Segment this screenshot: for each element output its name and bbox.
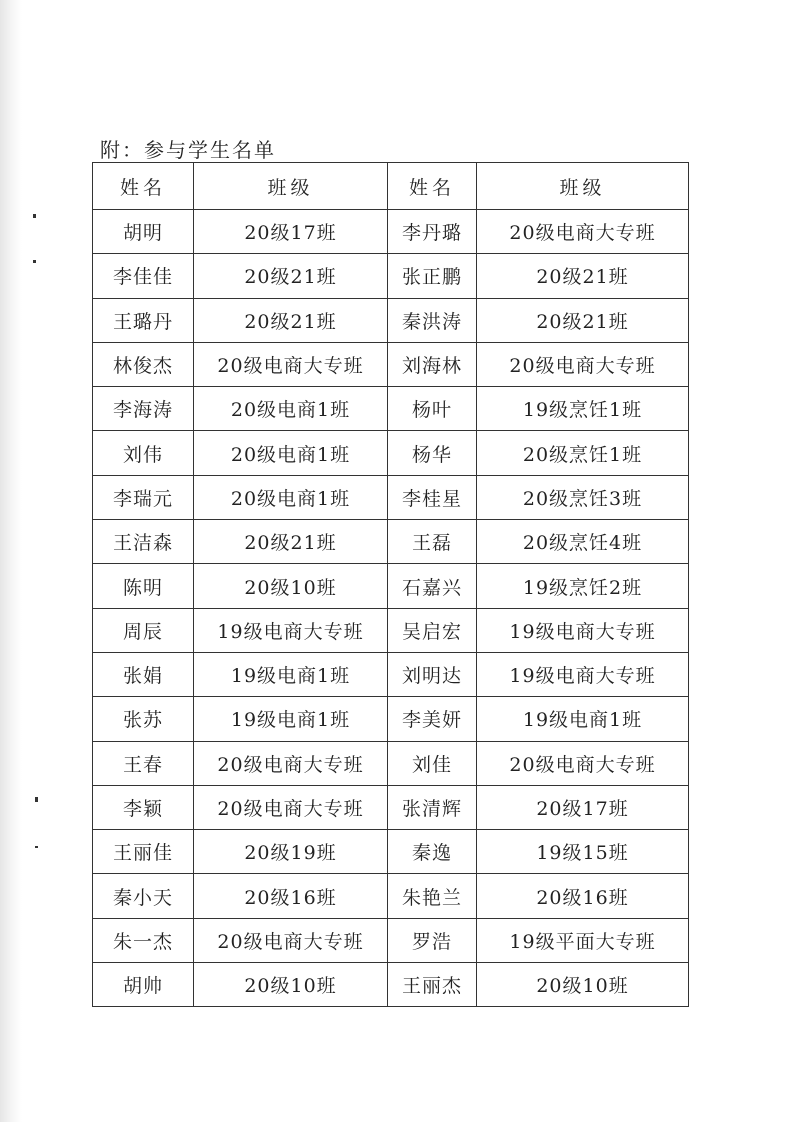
class-cell: 19级平面大专班	[477, 918, 689, 962]
table-body	[93, 210, 689, 1007]
student-name-cell: 李丹璐	[388, 210, 477, 254]
student-name-cell: 石嘉兴	[388, 564, 477, 608]
class-cell: 20级10班	[477, 963, 689, 1007]
table-row	[93, 475, 689, 519]
student-name-cell: 李桂星	[388, 475, 477, 519]
class-cell: 20级10班	[194, 564, 388, 608]
class-cell: 20级电商大专班	[194, 741, 388, 785]
student-name-cell: 朱一杰	[93, 918, 194, 962]
class-cell: 19级烹饪1班	[477, 387, 689, 431]
class-cell: 19级电商大专班	[477, 652, 689, 696]
class-cell: 19级15班	[477, 830, 689, 874]
student-name-cell: 李颖	[93, 785, 194, 829]
column-header-name: 姓名	[93, 163, 194, 210]
class-cell: 20级21班	[194, 298, 388, 342]
class-cell: 20级21班	[477, 298, 689, 342]
student-name-cell: 刘佳	[388, 741, 477, 785]
student-name-cell: 秦逸	[388, 830, 477, 874]
scan-speck	[33, 214, 36, 218]
table-row	[93, 210, 689, 254]
class-cell: 20级16班	[194, 874, 388, 918]
class-cell: 20级电商大专班	[477, 342, 689, 386]
student-name-cell: 杨华	[388, 431, 477, 475]
student-name-cell: 刘伟	[93, 431, 194, 475]
class-cell: 20级21班	[194, 520, 388, 564]
student-name-cell: 秦洪涛	[388, 298, 477, 342]
table-row	[93, 431, 689, 475]
student-name-cell: 吴启宏	[388, 608, 477, 652]
class-cell: 20级17班	[477, 785, 689, 829]
class-cell: 20级电商大专班	[477, 741, 689, 785]
scan-speck	[35, 797, 38, 802]
class-cell: 20级烹饪1班	[477, 431, 689, 475]
student-name-cell: 杨叶	[388, 387, 477, 431]
scan-shadow	[0, 0, 22, 1122]
table-row	[93, 785, 689, 829]
student-name-cell: 张娟	[93, 652, 194, 696]
column-header-name: 姓名	[388, 163, 477, 210]
scan-speck	[35, 846, 38, 848]
table-row	[93, 298, 689, 342]
class-cell: 20级电商1班	[194, 431, 388, 475]
table-row	[93, 652, 689, 696]
class-cell: 20级电商大专班	[194, 918, 388, 962]
class-cell: 20级电商大专班	[194, 785, 388, 829]
class-cell: 19级烹饪2班	[477, 564, 689, 608]
class-cell: 20级21班	[194, 254, 388, 298]
table-row	[93, 918, 689, 962]
student-name-cell: 林俊杰	[93, 342, 194, 386]
student-name-cell: 李美妍	[388, 697, 477, 741]
table-row	[93, 342, 689, 386]
student-name-cell: 王洁森	[93, 520, 194, 564]
student-name-cell: 李佳佳	[93, 254, 194, 298]
student-name-cell: 张正鹏	[388, 254, 477, 298]
column-header-class: 班级	[194, 163, 388, 210]
class-cell: 19级电商大专班	[194, 608, 388, 652]
table-row	[93, 520, 689, 564]
student-name-cell: 刘明达	[388, 652, 477, 696]
class-cell: 20级16班	[477, 874, 689, 918]
student-name-cell: 李瑞元	[93, 475, 194, 519]
column-header-class: 班级	[477, 163, 689, 210]
student-name-cell: 胡明	[93, 210, 194, 254]
table-row	[93, 830, 689, 874]
class-cell: 19级电商大专班	[477, 608, 689, 652]
page-heading: 附：参与学生名单	[100, 138, 276, 162]
student-name-cell: 张苏	[93, 697, 194, 741]
student-name-cell: 张清辉	[388, 785, 477, 829]
student-name-cell: 胡帅	[93, 963, 194, 1007]
scan-speck	[33, 260, 36, 263]
table-row	[93, 963, 689, 1007]
student-name-cell: 李海涛	[93, 387, 194, 431]
table-row	[93, 564, 689, 608]
class-cell: 20级电商1班	[194, 387, 388, 431]
table-header-row	[93, 163, 689, 210]
table-row	[93, 741, 689, 785]
class-cell: 20级电商1班	[194, 475, 388, 519]
student-name-cell: 王璐丹	[93, 298, 194, 342]
class-cell: 20级烹饪4班	[477, 520, 689, 564]
student-name-cell: 陈明	[93, 564, 194, 608]
class-cell: 20级19班	[194, 830, 388, 874]
table-row	[93, 254, 689, 298]
student-name-cell: 秦小天	[93, 874, 194, 918]
class-cell: 20级10班	[194, 963, 388, 1007]
class-cell: 20级21班	[477, 254, 689, 298]
student-name-cell: 王丽佳	[93, 830, 194, 874]
table-row	[93, 608, 689, 652]
class-cell: 19级电商1班	[194, 697, 388, 741]
class-cell: 20级电商大专班	[194, 342, 388, 386]
student-roster-table	[92, 162, 689, 1007]
table-row	[93, 697, 689, 741]
class-cell: 20级电商大专班	[477, 210, 689, 254]
student-name-cell: 王丽杰	[388, 963, 477, 1007]
class-cell: 20级烹饪3班	[477, 475, 689, 519]
table-row	[93, 387, 689, 431]
table-row	[93, 874, 689, 918]
student-name-cell: 王磊	[388, 520, 477, 564]
student-name-cell: 刘海林	[388, 342, 477, 386]
class-cell: 19级电商1班	[194, 652, 388, 696]
student-name-cell: 朱艳兰	[388, 874, 477, 918]
student-name-cell: 周辰	[93, 608, 194, 652]
student-name-cell: 王春	[93, 741, 194, 785]
class-cell: 20级17班	[194, 210, 388, 254]
class-cell: 19级电商1班	[477, 697, 689, 741]
student-name-cell: 罗浩	[388, 918, 477, 962]
